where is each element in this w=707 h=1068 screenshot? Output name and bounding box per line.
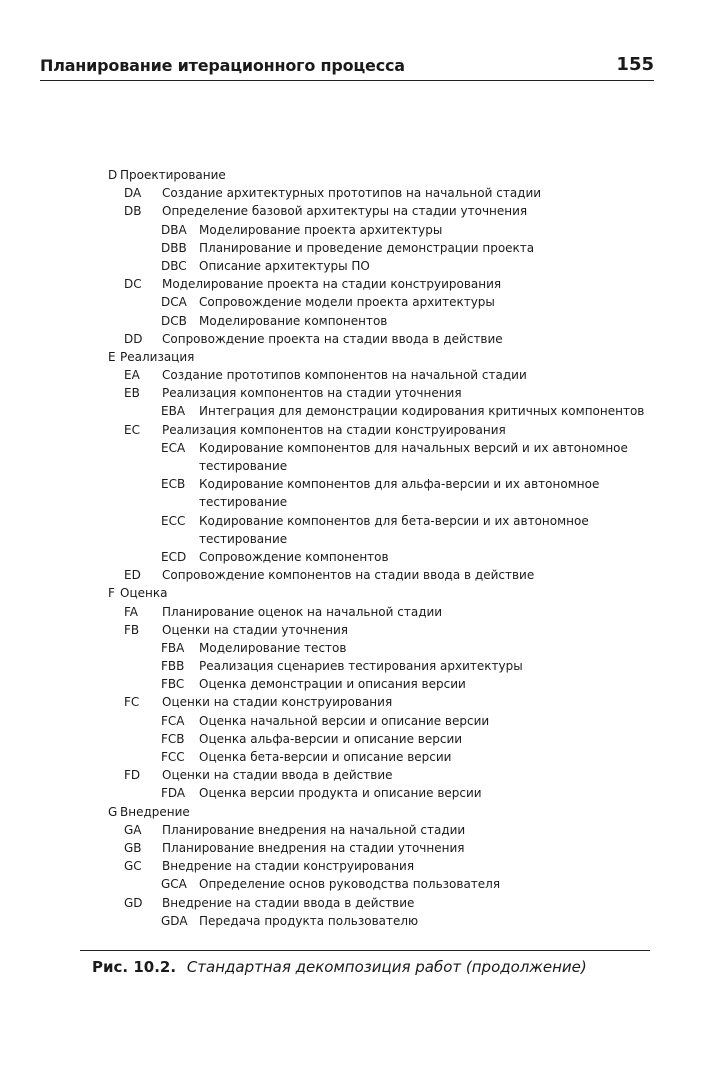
wbs-code: FCB <box>161 731 185 746</box>
wbs-label: Моделирование проекта на стадии конструирования <box>162 277 502 292</box>
work-breakdown-list <box>108 166 668 930</box>
wbs-item-level-2 <box>108 657 668 675</box>
wbs-code: FD <box>124 768 141 783</box>
wbs-code: F <box>108 586 115 601</box>
wbs-label: Сопровождение модели проекта архитектуры <box>199 295 495 310</box>
wbs-label: Кодирование компонентов для начальных версий и их автономное тестирование <box>199 440 628 474</box>
wbs-label: Оценки на стадии уточнения <box>162 622 348 637</box>
page-number: 155 <box>616 54 654 75</box>
wbs-code: DBB <box>161 240 187 255</box>
wbs-code: GA <box>124 822 142 837</box>
wbs-item-level-2 <box>108 475 668 511</box>
wbs-label: Реализация сценариев тестирования архитектуры <box>199 659 523 674</box>
wbs-item-level-0 <box>108 803 668 821</box>
wbs-item-level-2 <box>108 512 668 548</box>
wbs-label: Моделирование компонентов <box>199 313 388 328</box>
wbs-item-level-2 <box>108 730 668 748</box>
wbs-label: Внедрение на стадии конструирования <box>162 859 415 874</box>
wbs-item-level-1 <box>108 275 668 293</box>
wbs-item-level-2 <box>108 912 668 930</box>
wbs-code: GCA <box>161 877 187 892</box>
wbs-item-level-1 <box>108 421 668 439</box>
wbs-item-level-0 <box>108 584 668 602</box>
wbs-code: GB <box>124 840 142 855</box>
wbs-label: Оценка бета-версии и описание версии <box>199 750 452 765</box>
wbs-code: FBB <box>161 659 185 674</box>
wbs-label: Интеграция для демонстрации кодирования критичных компонентов <box>199 404 645 419</box>
wbs-label: Сопровождение компонентов на стадии ввода в действие <box>162 568 535 583</box>
wbs-item-level-2 <box>108 639 668 657</box>
wbs-code: FBC <box>161 677 185 692</box>
wbs-label: Планирование оценок на начальной стадии <box>162 604 443 619</box>
wbs-label: Реализация <box>120 349 195 364</box>
wbs-label: Оценка альфа-версии и описание версии <box>199 731 463 746</box>
wbs-label: Проектирование <box>120 168 226 182</box>
wbs-item-level-1 <box>108 894 668 912</box>
running-title: Планирование итерационного процесса <box>40 56 405 75</box>
wbs-label: Определение базовой архитектуры на стадии уточнения <box>162 204 528 219</box>
wbs-code: FBA <box>161 640 185 655</box>
wbs-code: GDA <box>161 913 188 928</box>
page-header <box>40 54 654 80</box>
wbs-item-level-1 <box>108 202 668 220</box>
wbs-item-level-1 <box>108 839 668 857</box>
wbs-code: GD <box>124 895 143 910</box>
wbs-item-level-1 <box>108 821 668 839</box>
wbs-item-level-2 <box>108 875 668 893</box>
wbs-item-level-1 <box>108 857 668 875</box>
wbs-code: FA <box>124 604 139 619</box>
wbs-item-level-2 <box>108 712 668 730</box>
wbs-code: FCA <box>161 713 185 728</box>
wbs-code: EC <box>124 422 140 437</box>
wbs-item-level-2 <box>108 239 668 257</box>
wbs-item-level-1 <box>108 766 668 784</box>
wbs-label: Оценка <box>120 586 168 601</box>
wbs-label: Оценка демонстрации и описания версии <box>199 677 466 692</box>
wbs-label: Сопровождение компонентов <box>199 549 389 564</box>
wbs-label: Создание прототипов компонентов на начальной стадии <box>162 368 527 383</box>
wbs-item-level-2 <box>108 293 668 311</box>
wbs-item-level-1 <box>108 330 668 348</box>
wbs-label: Описание архитектуры ПО <box>199 258 370 273</box>
wbs-label: Оценки на стадии конструирования <box>162 695 393 710</box>
wbs-code: ED <box>124 568 141 583</box>
wbs-code: DA <box>124 186 142 201</box>
wbs-item-level-2 <box>108 439 668 475</box>
caption-rule <box>80 950 650 951</box>
wbs-code: DD <box>124 331 143 346</box>
wbs-code: ECA <box>161 440 186 455</box>
wbs-code: FCC <box>161 750 185 765</box>
wbs-code: DB <box>124 204 142 219</box>
wbs-item-level-1 <box>108 603 668 621</box>
wbs-label: Планирование и проведение демонстрации проекта <box>199 240 535 255</box>
wbs-code: EBA <box>161 404 186 419</box>
wbs-label: Моделирование тестов <box>199 640 347 655</box>
wbs-item-level-2 <box>108 257 668 275</box>
wbs-code: FC <box>124 695 140 710</box>
wbs-item-level-2 <box>108 675 668 693</box>
wbs-code: DCA <box>161 295 187 310</box>
wbs-item-level-2 <box>108 784 668 802</box>
wbs-label: Моделирование проекта архитектуры <box>199 222 443 237</box>
wbs-item-level-2 <box>108 221 668 239</box>
wbs-code: ECC <box>161 513 186 528</box>
wbs-label: Создание архитектурных прототипов на начальной стадии <box>162 186 542 201</box>
wbs-code: FDA <box>161 786 186 801</box>
wbs-code: DC <box>124 277 142 292</box>
wbs-label: Внедрение на стадии ввода в действие <box>162 895 415 910</box>
wbs-item-level-1 <box>108 621 668 639</box>
wbs-code: D <box>108 168 118 182</box>
wbs-label: Внедрение <box>120 804 190 819</box>
wbs-code: DBC <box>161 258 187 273</box>
wbs-label: Планирование внедрения на начальной стадии <box>162 822 466 837</box>
wbs-label: Оценки на стадии ввода в действие <box>162 768 393 783</box>
wbs-item-level-1 <box>108 366 668 384</box>
figure-caption-label: Рис. 10.2. <box>92 958 177 976</box>
wbs-label: Кодирование компонентов для бета-версии и их автономное тестирование <box>199 513 589 546</box>
wbs-code: DCB <box>161 313 187 328</box>
wbs-label: Реализация компонентов на стадии уточнения <box>162 386 462 401</box>
wbs-code: E <box>108 349 116 364</box>
wbs-code: EA <box>124 368 140 383</box>
wbs-label: Реализация компонентов на стадии конструирования <box>162 422 506 437</box>
wbs-item-level-0 <box>108 166 668 184</box>
wbs-item-level-2 <box>108 402 668 420</box>
wbs-item-level-2 <box>108 748 668 766</box>
wbs-item-level-2 <box>108 548 668 566</box>
wbs-item-level-1 <box>108 384 668 402</box>
wbs-code: EB <box>124 386 140 401</box>
wbs-label: Кодирование компонентов для альфа-версии и их автономное тестирование <box>199 477 600 510</box>
wbs-label: Оценка начальной версии и описание версии <box>199 713 490 728</box>
wbs-code: ECB <box>161 477 186 492</box>
wbs-item-level-1 <box>108 693 668 711</box>
wbs-code: FB <box>124 622 140 637</box>
figure-caption-text: Стандартная декомпозиция работ (продолжение) <box>186 958 587 976</box>
figure-caption <box>92 958 587 976</box>
wbs-label: Определение основ руководства пользователя <box>199 877 501 892</box>
wbs-code: ECD <box>161 549 187 564</box>
wbs-item-level-2 <box>108 312 668 330</box>
wbs-item-level-0 <box>108 348 668 366</box>
wbs-code: DBA <box>161 222 187 237</box>
wbs-label: Планирование внедрения на стадии уточнения <box>162 840 465 855</box>
wbs-label: Сопровождение проекта на стадии ввода в действие <box>162 331 503 346</box>
wbs-label: Оценка версии продукта и описание версии <box>199 786 482 801</box>
wbs-item-level-1 <box>108 184 668 202</box>
wbs-item-level-1 <box>108 566 668 584</box>
header-rule <box>40 80 654 81</box>
wbs-code: G <box>108 804 118 819</box>
wbs-code: GC <box>124 859 142 874</box>
wbs-label: Передача продукта пользователю <box>199 913 419 928</box>
